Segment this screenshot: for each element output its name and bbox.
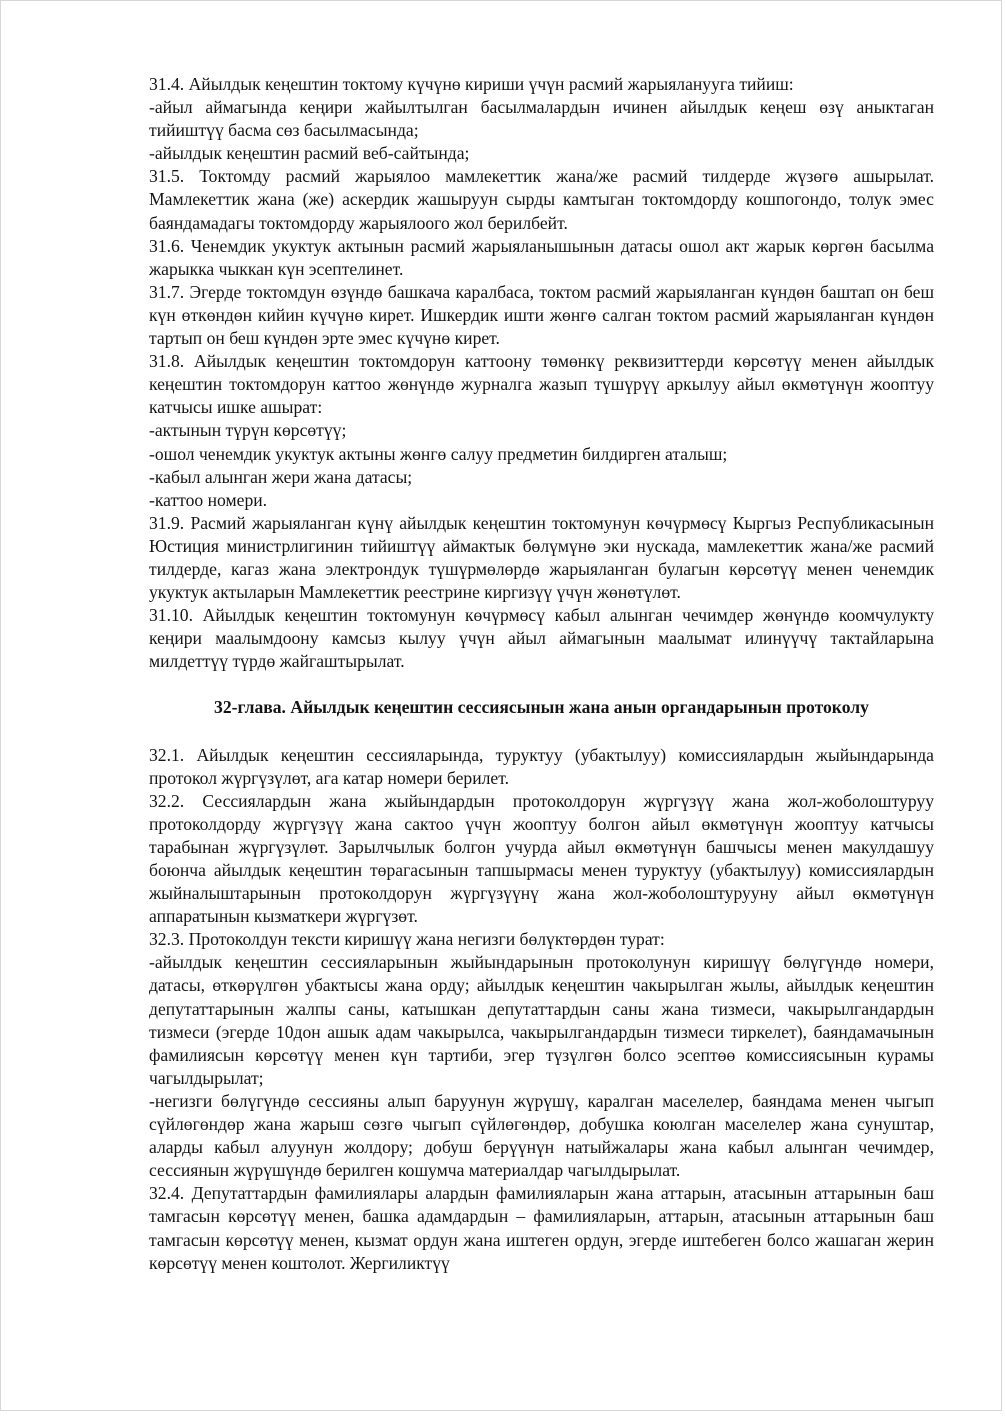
list-item-place-date: -кабыл алынган жери жана датасы; [149, 466, 413, 487]
paragraph-31-10: 31.10. Айылдык кеңештин токтомунун көчүрмөсү кабыл алынган чечимдер жөнүндө коомчулукту кеңири маалымдоону камсыз кылуу үчүн айыл аймагынын маалымат илинүүчү тактайларына милдеттүү түрдө жайгаштырылат. [149, 605, 934, 672]
list-item-registration-number: -каттоо номери. [149, 489, 268, 510]
paragraph-31-4: 31.4. Айылдык кеңештин токтому күчүнө кириши үчүн расмий жарыяланууга тийиш: [149, 74, 794, 94]
chapter-32-heading: 32-глава. Айылдык кеңештин сессиясынын жана анын органдарынын протоколу [214, 697, 869, 718]
paragraph-31-9: 31.9. Расмий жарыяланган күнү айылдык кеңештин токтомунун көчүрмөсү Кыргыз Республикасынын Юстиция министрлигинин тийиштүү аймактык бөлүмүнө эки нускада, мамлекеттик жана/же расмий тилдерде, кагаз жана электрондук түшүрмөлөрдө жарыяланган булагын көрсөтүү менен ченемдик укуктук актыларын Мамлекеттик реестрине киргизүү үчүн жөнөтүлөт. [149, 512, 934, 603]
list-item-main-part: -негизги бөлүгүндө сессияны алып баруунун жүрүшү, каралган маселелер, баяндама менен чыгып сүйлөгөндөр жана жарыш сөзгө чыгып сүйлөгөндөр, добушка коюлган маселелер жана сунуштар, аларды кабыл алуунун жолдору; добуш берүүнүн натыйжалары жана кабыл алынган чечимдер, сессиянын жүрүшүндө берилген кошумча материалдар чагылдырылат. [149, 1090, 934, 1181]
list-item-introduction: -айылдык кеңештин сессияларынын жыйындарынын протоколунун киришүү бөлүгүндө номери, датасы, өткөрүлгөн убактысы жана орду; айылдык кеңештин чакырылган жылы, айылдык кеңештин депутаттарынын жалпы саны, катышкан депутаттардын саны жана тизмеси, чакырылгандардын тизмеси (эгерде 10дон ашык адам чакырылса, чакырылгандардын тизмеси тиркелет), баяндамачынын фамилиясын көрсөтүү менен күн тартиби, эгер түзүлгөн болсо эсептөө комиссиясынын курамы чагылдырылат; [149, 952, 934, 1088]
list-item-website: -айылдык кеңештин расмий веб-сайтында; [149, 143, 470, 164]
document-body [149, 73, 934, 1275]
paragraph-32-1: 32.1. Айылдык кеңештин сессияларында, туруктуу (убактылуу) комиссиялардын жыйындарында протокол жүргүзүлөт, ага катар номери берилет. [149, 744, 934, 788]
paragraph-31-5: 31.5. Токтомду расмий жарыялоо мамлекеттик жана/же расмий тилдерде жүзөгө ашырылат. Мамлекеттик жана (же) аскердик жашыруун сырды камтыган токтомдорду кошпогондо, толук эмес баяндамадагы токтомдорду жарыялоого жол берилбейт. [149, 166, 934, 233]
paragraph-31-7: 31.7. Эгерде токтомдун өзүндө башкача каралбаса, токтом расмий жарыяланган күндөн баштап он беш күн өткөндөн кийин күчүнө кирет. Ишкердик ишти жөнгө салган токтом расмий жарыяланган күндөн тартып он беш күндөн эрте эмес күчүнө кирет. [149, 281, 934, 349]
paragraph-31-8: 31.8. Айылдык кеңештин токтомдорун каттоону төмөнкү реквизиттерди көрсөтүү менен айылдык кеңештин токтомдорун каттоо жөнүндө журналга жазып түшүрүү аркылуу айыл өкмөтүнүн жооптуу катчысы ишке ашырат: [149, 351, 934, 418]
list-item-publication: -айыл аймагында кеңири жайылтылган басылмалардын ичинен айылдык кеңеш өзү аныктаган тийиштүү басма сөз басылмасында; [149, 97, 934, 141]
paragraph-31-6: 31.6. Ченемдик укуктук актынын расмий жарыяланышынын датасы ошол акт жарык көргөн басылма жарыкка чыккан күн эсептелинет. [149, 235, 934, 279]
paragraph-32-3: 32.3. Протоколдун тексти киришүү жана негизги бөлүктөрдөн турат: [149, 929, 665, 950]
list-item-act-type: -актынын түрүн көрсөтүү; [149, 420, 347, 441]
paragraph-32-4: 32.4. Депутаттардын фамилиялары алардын фамилияларын жана аттарын, атасынын аттарынын баш тамгасын көрсөтүү менен, башка адамдардын – фамилияларын, аттарын, атасынын аттарынын баш тамгасын көрсөтүү менен, кызмат ордун жана иштеген ордун, эгерде иштебеген болсо жашаган жерин көрсөтүү менен коштолот. Жергиликтүү [149, 1183, 934, 1273]
list-item-title: -ошол ченемдик укуктук актыны жөнгө салуу предметин билдирген аталыш; [149, 443, 728, 464]
paragraph-32-2: 32.2. Сессиялардын жана жыйындардын протоколдорун жүргүзүү жана жол-жоболоштуруу протоколдорду жүргүзүү жана сактоо үчүн жооптуу болгон айыл өкмөтүнүн жооптуу катчысы тарабынан жүргүзүлөт. Зарылчылык болгон учурда айыл өкмөтүнүн башчысы менен макулдашуу боюнча айылдык кеңештин төрагасынын тапшырмасы менен туруктуу (убактылуу) комиссиялардын жыйналыштарынын протоколдорун жүргүзүүнү жана жол-жоболоштурууну айыл өкмөтүнүн аппаратынын кызматкери жүргүзөт. [149, 790, 934, 927]
